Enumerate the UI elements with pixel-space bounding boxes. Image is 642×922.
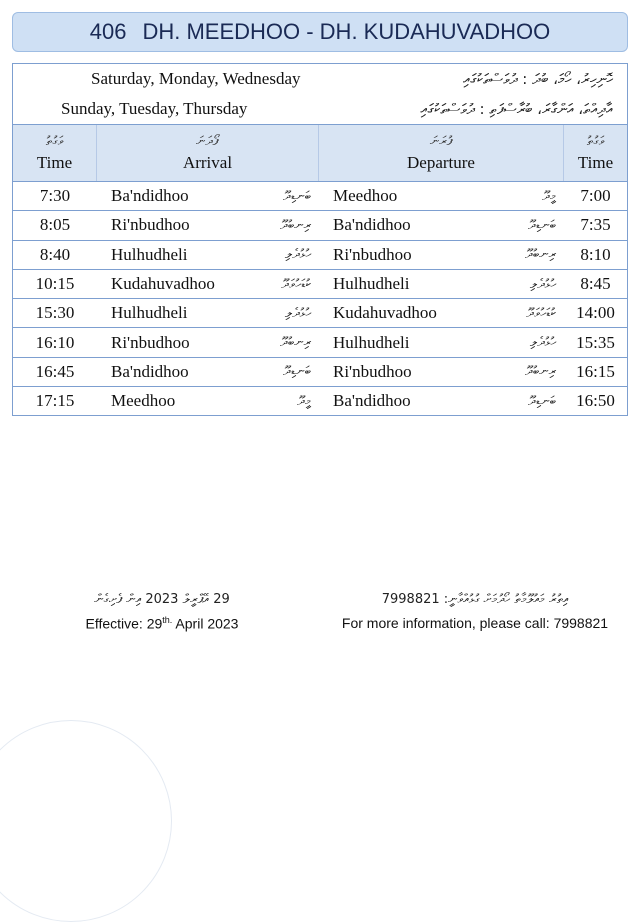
days-row-1 — [13, 64, 627, 94]
departure-stop-dhivehi: ބަނޑިދޫ — [528, 217, 556, 233]
effective-date-block — [62, 592, 262, 632]
days-row-1-dhivehi: ހޮނިހިރު، ހޯމަ، ބުދަ : ދުވަސްތަކުގައި — [463, 70, 613, 88]
arrival-time: 8:05 — [39, 215, 71, 235]
arrival-time: 15:30 — [35, 303, 75, 323]
header-departure-time-dhivehi: ވަގުތު — [586, 133, 605, 149]
departure-stop-dhivehi: ބަނޑިދޫ — [528, 393, 556, 409]
departure-stop-name: Hulhudheli — [333, 332, 410, 352]
departure-stop-name: Ri'nbudhoo — [333, 361, 412, 381]
header-departure-label: Departure — [407, 152, 475, 172]
departure-stop — [319, 270, 564, 298]
table-row — [13, 270, 627, 299]
route-number: 406 — [89, 19, 127, 44]
route-title-banner — [12, 12, 628, 52]
timetable — [12, 63, 628, 416]
header-departure — [319, 125, 564, 181]
departure-stop-name: Ba'ndidhoo — [333, 391, 411, 411]
contact-info-dhivehi: އިތުރު މައުލޫމާތު ހޯދުމަށް ގުޅުއްވާނީ: 7998821 — [381, 592, 569, 607]
arrival-time: 10:15 — [35, 274, 75, 294]
table-row — [13, 241, 627, 270]
days-row-1-english: Saturday, Monday, Wednesday — [91, 69, 301, 88]
departure-time: 8:45 — [580, 274, 611, 294]
header-arrival — [97, 125, 319, 181]
departure-stop — [319, 358, 564, 386]
arrival-stop-name: Hulhudheli — [111, 303, 188, 323]
effective-date-ordinal: th. — [162, 615, 173, 625]
header-departure-time — [564, 125, 627, 181]
arrival-stop-dhivehi: ކުޑަހުވަދޫ — [281, 276, 311, 292]
departure-stop — [319, 328, 564, 356]
arrival-stop-name: Meedhoo — [111, 391, 176, 411]
departure-stop — [319, 299, 564, 327]
table-row — [13, 328, 627, 357]
arrival-stop-name: Ri'nbudhoo — [111, 332, 190, 352]
table-row — [13, 387, 627, 415]
departure-time: 14:00 — [576, 303, 615, 323]
departure-stop-dhivehi: މީދޫ — [542, 188, 556, 204]
decorative-arc — [0, 720, 172, 922]
header-departure-dhivehi: ފުރަނަ — [429, 133, 453, 149]
header-arrival-label: Arrival — [182, 152, 233, 172]
contact-info: For more information, please call: 7998821 — [341, 615, 609, 631]
arrival-stop-dhivehi: ރިނބުދޫ — [280, 335, 311, 351]
route-name: DH. MEEDHOO - DH. KUDAHUVADHOO — [142, 19, 551, 44]
table-row — [13, 299, 627, 328]
departure-stop-dhivehi: ރިނބުދޫ — [525, 364, 556, 380]
table-row — [13, 358, 627, 387]
arrival-stop — [97, 299, 319, 327]
days-row-2 — [13, 94, 627, 124]
departure-stop-name: Ba'ndidhoo — [333, 215, 411, 235]
departure-stop-dhivehi: ހުޅުދެލި — [529, 276, 556, 292]
departure-time: 7:00 — [580, 186, 611, 206]
departure-stop-dhivehi: ހުޅުދެލި — [529, 335, 556, 351]
departure-stop-name: Kudahuvadhoo — [333, 303, 437, 323]
arrival-stop-name: Kudahuvadhoo — [111, 274, 215, 294]
arrival-stop — [97, 211, 319, 239]
days-row-2-english: Sunday, Tuesday, Thursday — [61, 99, 248, 118]
arrival-time: 16:45 — [35, 361, 75, 381]
arrival-stop — [97, 182, 319, 210]
arrival-stop-dhivehi: ބަނޑިދޫ — [283, 364, 311, 380]
departure-stop — [319, 182, 564, 210]
departure-stop-name: Ri'nbudhoo — [333, 244, 412, 264]
days-row-2-dhivehi: އާދިއްތަ، އަންގާރަ، ބުރާސްފަތި : ދުވަސްތަކުގައި — [420, 100, 613, 118]
departure-time: 15:35 — [576, 332, 615, 352]
arrival-stop — [97, 328, 319, 356]
table-header — [13, 125, 627, 182]
arrival-time: 8:40 — [39, 244, 71, 264]
departure-time: 7:35 — [580, 215, 611, 235]
table-row — [13, 211, 627, 240]
departure-time: 16:50 — [576, 391, 615, 411]
arrival-stop-dhivehi: ބަނޑިދޫ — [283, 188, 311, 204]
arrival-stop — [97, 358, 319, 386]
arrival-stop-dhivehi: ރިނބުދޫ — [280, 217, 311, 233]
header-arrival-time — [13, 125, 97, 181]
arrival-time: 16:10 — [35, 332, 75, 352]
departure-stop-dhivehi: ރިނބުދޫ — [525, 247, 556, 263]
header-arrival-time-dhivehi: ވަގުތު — [45, 133, 64, 149]
departure-stop — [319, 241, 564, 269]
effective-date — [62, 615, 262, 632]
header-departure-time-label: Time — [577, 152, 614, 172]
table-body — [13, 182, 627, 415]
arrival-stop-dhivehi: މީދޫ — [297, 393, 311, 409]
arrival-stop-name: Hulhudheli — [111, 244, 188, 264]
departure-stop-dhivehi: ކުޑަހުވަދޫ — [526, 305, 556, 321]
arrival-stop — [97, 241, 319, 269]
departure-stop-name: Hulhudheli — [333, 274, 410, 294]
departure-time: 8:10 — [580, 244, 611, 264]
departure-stop — [319, 387, 564, 415]
header-arrival-time-label: Time — [36, 152, 73, 172]
contact-info-block — [330, 592, 620, 631]
departure-stop-name: Meedhoo — [333, 186, 398, 206]
arrival-stop — [97, 270, 319, 298]
arrival-time: 17:15 — [35, 391, 75, 411]
effective-date-suffix: April 2023 — [172, 615, 239, 632]
operating-days — [13, 64, 627, 125]
arrival-stop — [97, 387, 319, 415]
arrival-stop-name: Ba'ndidhoo — [111, 361, 189, 381]
departure-stop — [319, 211, 564, 239]
effective-date-dhivehi: 29 އޭޕްރީލް 2023 އިން ފެށިގެން — [94, 592, 230, 607]
arrival-stop-name: Ri'nbudhoo — [111, 215, 190, 235]
effective-date-prefix: Effective: 29 — [85, 615, 163, 632]
arrival-stop-dhivehi: ހުޅުދެލި — [284, 305, 311, 321]
arrival-time: 7:30 — [39, 186, 71, 206]
header-arrival-dhivehi: ފޯދަނަ — [196, 133, 219, 149]
arrival-stop-name: Ba'ndidhoo — [111, 186, 189, 206]
table-row — [13, 182, 627, 211]
arrival-stop-dhivehi: ހުޅުދެލި — [284, 247, 311, 263]
departure-time: 16:15 — [576, 361, 615, 381]
